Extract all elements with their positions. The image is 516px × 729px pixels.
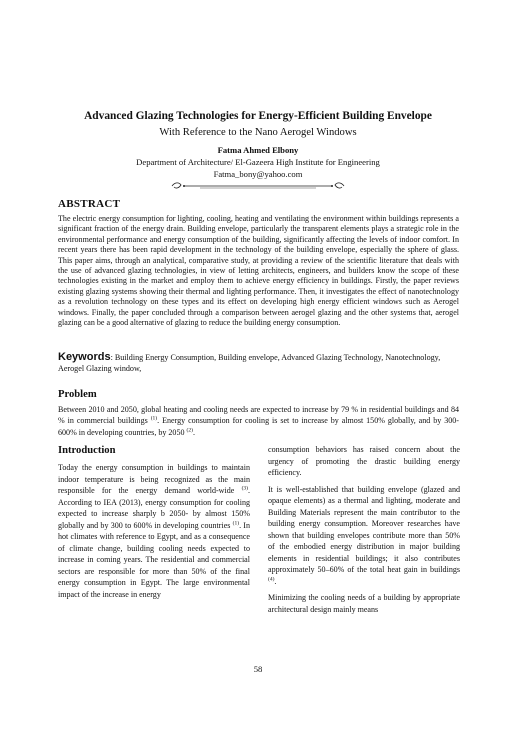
intro-text-part: It is well-established that building envelope (glazed and opaque elements) as a thermal and lighting, moderate and Building Materials represent the main contributor to the building energy consumption. Moreover researches have shown that building envelopes contribute more than 50% of the embodied energy distribution in major building elements in residential buildings; it also contributes approximately 50–60% of the total heat gain in buildings xyxy=(268,484,460,574)
author-name: Fatma Ahmed Elbony xyxy=(217,145,299,155)
author-email: Fatma_bony@yahoo.com xyxy=(213,169,303,179)
citation: (3) xyxy=(241,485,248,492)
introduction-right-column xyxy=(268,444,460,620)
problem-text-part: Between 2010 and 2050, global heating and cooling needs are expected to increase by 79 % in residential buildings and 84 % in commercial buildings xyxy=(58,405,459,426)
intro-text-part: Today the energy consumption in buildings to maintain indoor temperature is being recognized as the main responsible for the energy demand world-wide xyxy=(58,463,250,495)
intro-text-part: . In hot climates with reference to Egypt, and as a consequence of climate change, building cooling needs expected to increase in coming years. The residential and commercial sectors are responsible for more than 50% of the final energy consumption in Egypt. The large environmental impact of the increase in energy xyxy=(58,520,250,599)
citation: (2) xyxy=(186,426,193,433)
introduction-left-column xyxy=(58,462,250,600)
problem-text-part: . Energy consumption for cooling is set to increase by almost 150% globally, and by 300-600% in developing countries, by 2050 xyxy=(58,416,459,437)
keywords-text: : Building Energy Consumption, Building envelope, Advanced Glazing Technology, Nanotechnology, Aerogel Glazing window, xyxy=(58,353,441,373)
problem-text xyxy=(58,404,459,438)
intro-paragraph: Minimizing the cooling needs of a building by appropriate architectural design mainly means xyxy=(268,593,460,614)
keywords-label: Keywords xyxy=(58,351,111,363)
problem-heading: Problem xyxy=(58,389,97,400)
intro-paragraph: consumption behaviors has raised concern about the urgency of promoting the drastic building energy efficiency. xyxy=(268,445,460,477)
page-number: 58 xyxy=(253,664,263,674)
intro-text-part: . xyxy=(274,576,277,586)
abstract-text: The electric energy consumption for lighting, cooling, heating and ventilating the environment within buildings represents a significant fraction of the energy drain. Building envelope, particularly the transparent elements plays a strategic role in the environmental performance and energy consumption of the building, significantly affecting the levels of indoor comfort. In recent years there has been rapid development in the technology of the building envelope, especially the sphere of glass. This paper aims, through an analytical, comparative study, at providing a review of the scientific literature that deals with the use of advanced glazing technologies, in view of letting architects, engineers, and builders know the scope of these technologies existing in the market and employ them to achieve energy efficiency in buildings. Firstly, the paper reviews existing glazing systems showing their thermal and lighting performance. Then, it investigates the effect of nanotechnology as a revolution technology on these types and its effect on developing high energy efficient windows such as Aerogel windows. Finally, the paper concluded through a comparison between aerogel glazing and the other systems that, aerogel glazing can be a good alternative of glazing to reduce the building energy consumption. xyxy=(58,214,459,328)
intro-paragraph xyxy=(268,484,460,588)
problem-text-part: . xyxy=(192,427,195,437)
citation: (1) xyxy=(232,519,240,526)
citation: (4) xyxy=(268,575,275,582)
introduction-heading: Introduction xyxy=(58,445,116,456)
citation: (1) xyxy=(150,415,158,422)
keywords xyxy=(58,352,459,374)
paper-title: Advanced Glazing Technologies for Energy-Efficient Building Envelope xyxy=(84,110,432,122)
ornamental-divider xyxy=(170,181,346,191)
author-affiliation: Department of Architecture/ El-Gazeera High Institute for Engineering xyxy=(136,157,380,167)
paper-subtitle: With Reference to the Nano Aerogel Windows xyxy=(159,127,357,138)
abstract-heading: ABSTRACT xyxy=(58,198,121,210)
intro-text-part: . According to IEA (2013), energy consumption for cooling expected to increase sharply b 2050- by almost 150% globally and by 300 to 600% in developing countries xyxy=(58,486,250,530)
